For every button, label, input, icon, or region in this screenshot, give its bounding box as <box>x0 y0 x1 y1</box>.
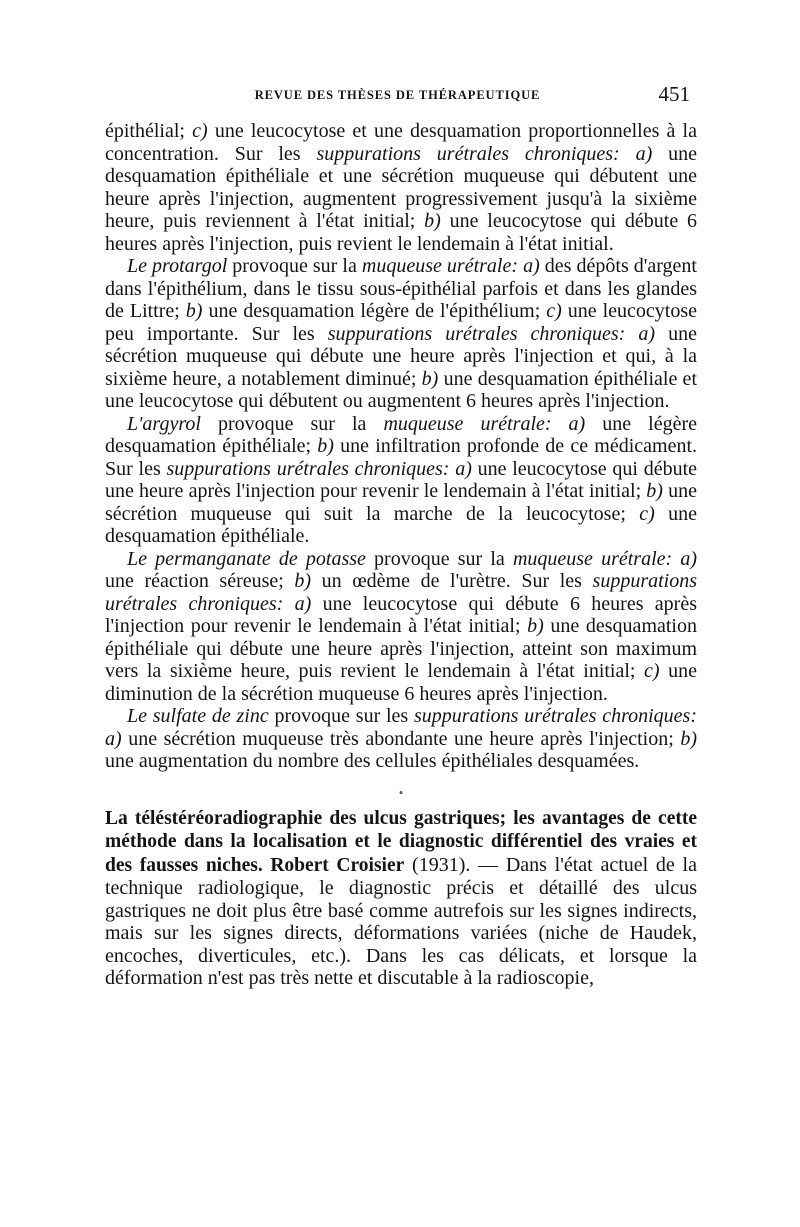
enum-marker: b) <box>317 435 334 457</box>
text-run: une sécrétion muqueuse très abondante une heure après l'injection; <box>121 727 681 750</box>
italic-phrase: suppurations urétrales chroniques: a) <box>105 570 697 615</box>
text-run: (1931). — Dans l'état actuel de la technique radiologique, le diagnostic précis et détaillé des ulcus gastriques ne doit plus être basé comme autrefois sur les signes indirects, mais sur les signes directs, déformations variées (niche de Haudek, encoches, diverticules, etc.). Dans les cas délicats, et lorsque la déformation n'est pas très nette et discutable à la radioscopie, <box>105 853 697 989</box>
italic-phrase: muqueuse urétrale: a) <box>383 412 586 435</box>
enum-marker: b) <box>680 727 697 750</box>
enum-marker: c) <box>546 300 562 322</box>
text-run: une leucocytose et une desquamation proportionnelles à la concentration. Sur les <box>105 120 697 165</box>
text-run: une desquamation épithéliale. <box>105 502 697 547</box>
journal-title: REVUE DES THÈSES DE THÉRAPEUTIQUE <box>254 88 541 102</box>
page-number: 451 <box>658 82 690 106</box>
text-run: une sécrétion muqueuse qui suit la marche de la leucocytose; <box>105 480 697 525</box>
enum-marker: b) <box>294 570 312 592</box>
paragraph-nitrate-continuation <box>105 120 697 255</box>
enum-marker: b) <box>527 615 544 637</box>
text-run: une leucocytose peu importante. Sur les <box>105 300 697 345</box>
text-run: une desquamation légère de l'épithélium; <box>202 300 547 322</box>
text-run: une desquamation épithéliale et une sécrétion muqueuse qui débutent une heure après l'injection, augmentent progressivement jusqu'à la sixième heure, puis reviennent à l'état initial; <box>105 142 697 232</box>
body-text <box>105 120 697 990</box>
enum-marker: b) <box>185 300 203 322</box>
drug-name: Le permanganate de potasse <box>127 547 366 570</box>
paragraph-permanganate <box>105 548 697 706</box>
enum-marker: c) <box>639 502 655 525</box>
drug-name: L'argyrol <box>127 412 201 435</box>
text-run: une desquamation épithéliale et une leucocytose qui débutent ou augmentent 6 heures après l'injection. <box>105 367 697 412</box>
abstract-title: La téléstéréoradiographie des ulcus gastriques; les avantages de cette méthode dans la localisation et le diagnostic différentiel des vraies et des fausses niches. Robert Croisier <box>105 807 697 876</box>
italic-phrase: muqueuse urétrale: a) <box>512 547 697 570</box>
italic-phrase: suppurations urétrales chroniques: a) <box>166 457 472 480</box>
enum-marker: b) <box>424 210 441 232</box>
text-run: une légère desquamation épithéliale; <box>105 412 697 457</box>
italic-phrase: suppurations urétrales chroniques: a) <box>327 322 656 345</box>
enum-marker: c) <box>644 660 660 682</box>
running-header <box>105 84 690 108</box>
text-run: épithélial; <box>105 120 193 142</box>
paragraph-protargol <box>105 255 697 413</box>
text-run: provoque sur la <box>227 255 362 277</box>
paragraph-zinc-sulfate <box>105 705 697 773</box>
section-separator: • <box>398 784 404 800</box>
text-run: un œdème de l'urètre. Sur les <box>311 570 593 592</box>
text-run: provoque sur la <box>365 547 513 570</box>
text-run: une augmentation du nombre des cellules épithéliales desquamées. <box>105 750 640 772</box>
italic-phrase: muqueuse urétrale: a) <box>361 255 540 277</box>
drug-name: Le sulfate de zinc <box>127 705 269 727</box>
enum-marker: b) <box>421 367 439 390</box>
text-run: provoque sur la <box>200 412 384 435</box>
italic-phrase: suppurations urétrales chroniques: a) <box>105 705 697 750</box>
text-run: une sécrétion muqueuse qui débute une heure après l'injection et qui, à la sixième heure, a notablement diminué; <box>105 322 697 390</box>
text-run: provoque sur les <box>268 705 414 727</box>
drug-name: Le protargol <box>127 255 228 277</box>
text-run: une leucocytose qui débute 6 heures après l'injection, puis revient le lendemain à l'état initial. <box>105 210 698 255</box>
enum-marker: c) <box>192 120 208 142</box>
text-run: une diminution de la sécrétion muqueuse 6 heures après l'injection. <box>105 660 697 705</box>
paragraph-radiography-abstract <box>105 807 697 990</box>
text-run: une desquamation épithéliale qui débute une heure après l'injection, atteint son maximum vers la sixième heure, puis revient le lendemain à l'état initial; <box>105 615 697 682</box>
italic-phrase: suppurations urétrales chroniques: a) <box>316 142 653 165</box>
text-run: des dépôts d'argent dans l'épithélium, dans le tissu sous-épithélial parfois et dans les glandes de Littre; <box>105 255 697 322</box>
text-run: une infiltration profonde de ce médicament. Sur les <box>105 435 697 480</box>
text-run: une leucocytose qui débute 6 heures après l'injection pour revenir le lendemain à l'état initial; <box>105 592 698 637</box>
text-run: une leucocytose qui débute une heure après l'injection pour revenir le lendemain à l'état initial; <box>105 457 698 502</box>
enum-marker: b) <box>646 480 663 502</box>
paragraph-argyrol <box>105 413 697 548</box>
text-run: une réaction séreuse; <box>105 570 295 592</box>
